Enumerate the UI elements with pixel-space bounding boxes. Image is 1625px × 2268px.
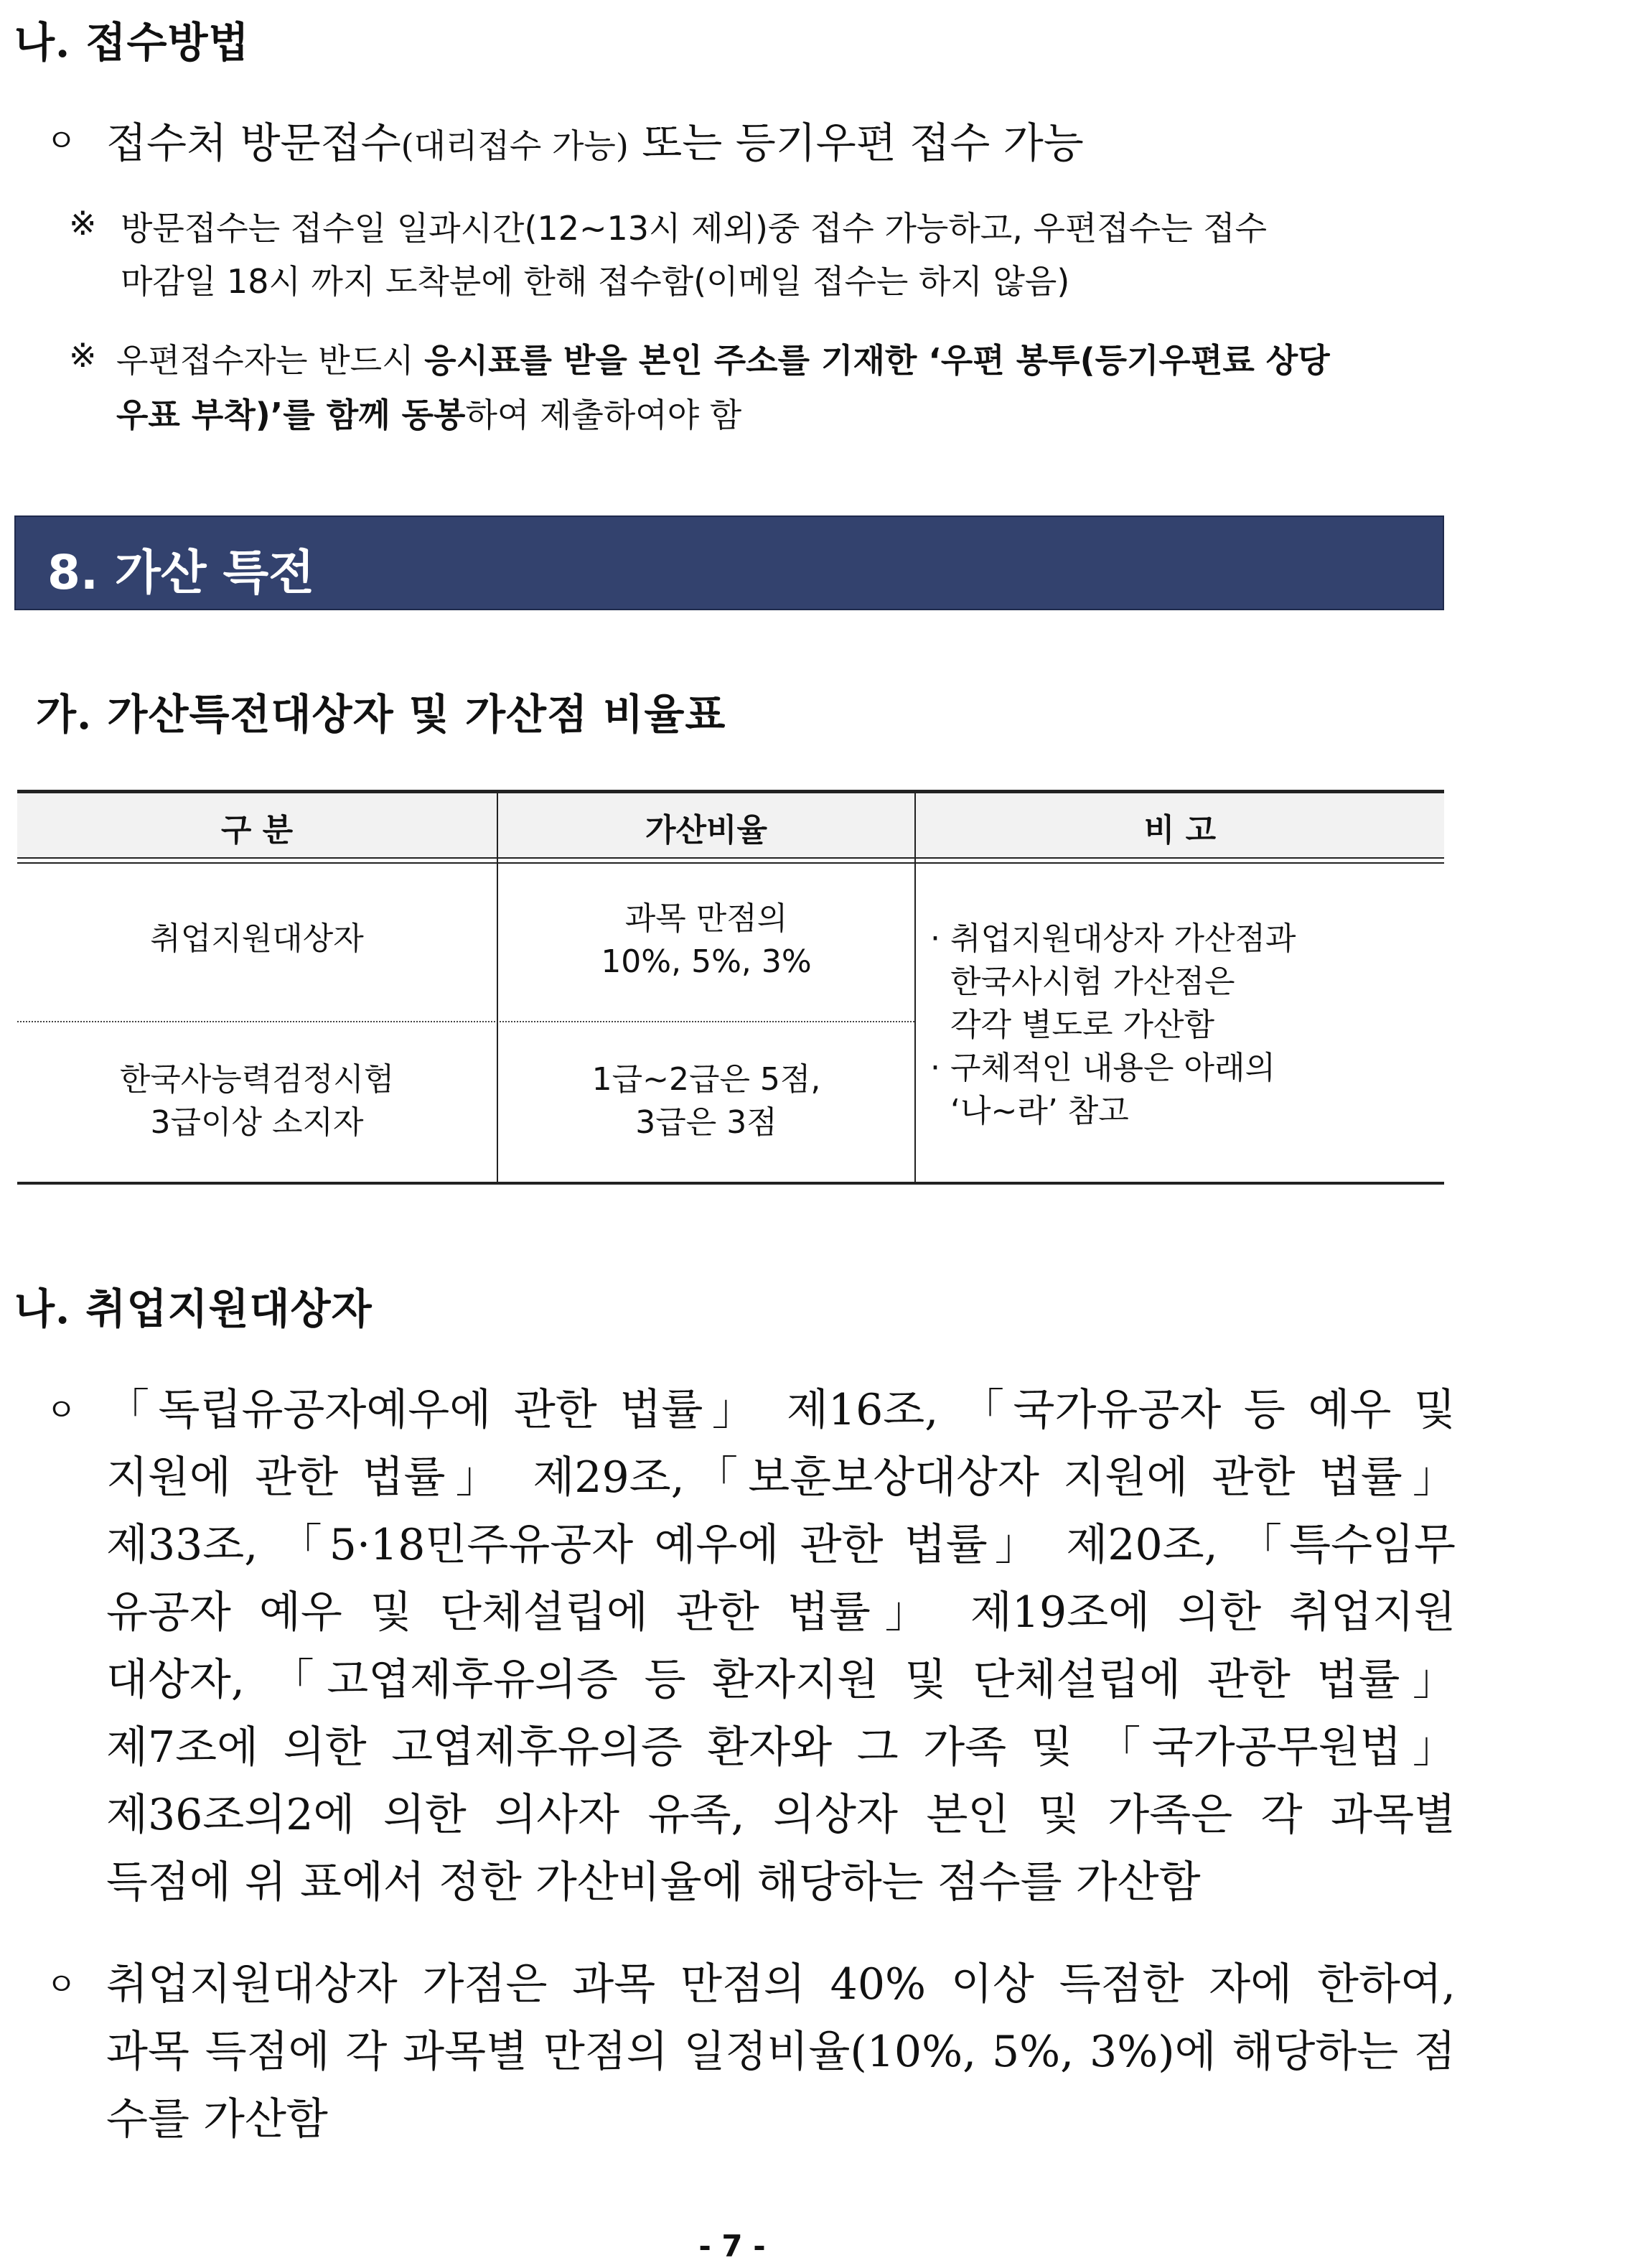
paragraph-line: 지원에 관한 법률」 제29조,「보훈보상대상자 지원에 관한 법률」 — [106, 1452, 1456, 1503]
bullet-text-main: 접수처 방문접수 — [106, 118, 401, 167]
table-col-divider — [914, 793, 916, 1183]
paragraph-line: 취업지원대상자 가점은 과목 만점의 40% 이상 득점한 자에 한하여, — [106, 1959, 1456, 2010]
paragraph-line: 유공자 예우 및 단체설립에 관한 법률」 제19조에 의한 취업지원 — [106, 1587, 1456, 1638]
table-bottom-border — [17, 1182, 1444, 1185]
note-mark: ※ — [69, 336, 97, 375]
paragraph-line: 「독립유공자예우에 관한 법률」 제16조, 「국가유공자 등 예우 및 — [106, 1385, 1456, 1435]
table-row-divider — [17, 1021, 914, 1022]
paragraph-line: 수를 가산함 — [106, 2094, 328, 2145]
table-cell-rate-line2: 3급은 3점 — [635, 1104, 777, 1141]
note-mail-plain2: 하여 제출하여야 함 — [465, 396, 742, 434]
note-mail-line2 — [116, 388, 741, 442]
section-banner-title: 8. 가산 특전 — [47, 545, 314, 600]
table-remark-line: 각각 별도로 가산함 — [930, 1007, 1214, 1043]
paragraph-line: 제36조의2에 의한 의사자 유족, 의상자 본인 및 가족은 각 과목별 — [106, 1790, 1456, 1840]
table-header-category: 구 분 — [220, 812, 294, 849]
table-cell-rate-line1: 과목 만점의 — [624, 900, 788, 937]
table-cell-rate-line1: 1급~2급은 5점, — [591, 1061, 821, 1098]
bullet-text-small: (대리접수 가능) — [401, 126, 629, 165]
page-number: - 7 - — [698, 2229, 766, 2264]
bullet-circle: ㅇ — [46, 1392, 77, 1429]
table-header-remark: 비 고 — [1143, 812, 1217, 849]
paragraph-line: 득점에 위 표에서 정한 가산비율에 해당하는 점수를 가산함 — [106, 1857, 1201, 1908]
table-cell-category: 취업지원대상자 — [150, 920, 364, 957]
table-cell-category-line1: 한국사능력검정시험 — [119, 1061, 395, 1098]
table-cell-category-line2: 3급이상 소지자 — [150, 1104, 364, 1141]
note-mail-plain: 우편접수자는 반드시 — [116, 341, 425, 380]
section-banner — [14, 515, 1444, 610]
table-remark-line: · 구체적인 내용은 아래의 — [930, 1050, 1275, 1086]
note-visit-line2: 마감일 18시 까지 도착분에 한해 접수함(이메일 접수는 하지 않음) — [121, 262, 1070, 301]
note-visit-line1: 방문접수는 접수일 일과시간(12~13시 제외)중 접수 가능하고, 우편접수는 접수 — [121, 209, 1268, 248]
table-remark-line: 한국사시험 가산점은 — [930, 963, 1235, 1000]
paragraph-line: 대상자, 「고엽제후유의증 등 환자지원 및 단체설립에 관한 법률」 — [106, 1655, 1456, 1705]
table-header-border2 — [17, 862, 1444, 864]
bullet-submission-place — [106, 109, 1084, 169]
section-title-method: 나. 접수방법 — [14, 18, 250, 67]
paragraph-line: 제33조, 「5·18민주유공자 예우에 관한 법률」 제20조, 「특수임무 — [106, 1520, 1456, 1570]
paragraph-line: 과목 득점에 각 과목별 만점의 일정비율(10%, 5%, 3%)에 해당하는 점 — [106, 2027, 1456, 2077]
note-mark: ※ — [69, 204, 97, 243]
bullet-text-rest: 또는 등기우편 접수 가능 — [628, 118, 1084, 167]
table-header-border1 — [17, 857, 1444, 859]
bullet-circle: ㅇ — [46, 123, 77, 159]
table-cell-rate-line2: 10%, 5%, 3% — [601, 943, 812, 980]
section-title-employment: 나. 취업지원대상자 — [14, 1284, 373, 1333]
table-top-border — [17, 790, 1444, 793]
table-remark-line: ‘나~라’ 참고 — [930, 1093, 1129, 1129]
table-remark-line: · 취업지원대상자 가산점과 — [930, 920, 1296, 957]
note-mail-bold2: 우표 부착)’를 함께 동봉 — [116, 396, 466, 434]
paragraph-line: 제7조에 의한 고엽제후유의증 환자와 그 가족 및 「국가공무원법」 — [106, 1722, 1456, 1773]
note-mail-line1 — [116, 333, 1330, 388]
section-title-rate-table: 가. 가산특전대상자 및 가산점 비율표 — [36, 690, 726, 739]
note-mail-bold: 응시표를 받을 본인 주소를 기재한 ‘우편 봉투(등기우편료 상당 — [424, 341, 1330, 380]
table-header-rate: 가산비율 — [645, 812, 767, 849]
bullet-circle: ㅇ — [46, 1966, 77, 2003]
